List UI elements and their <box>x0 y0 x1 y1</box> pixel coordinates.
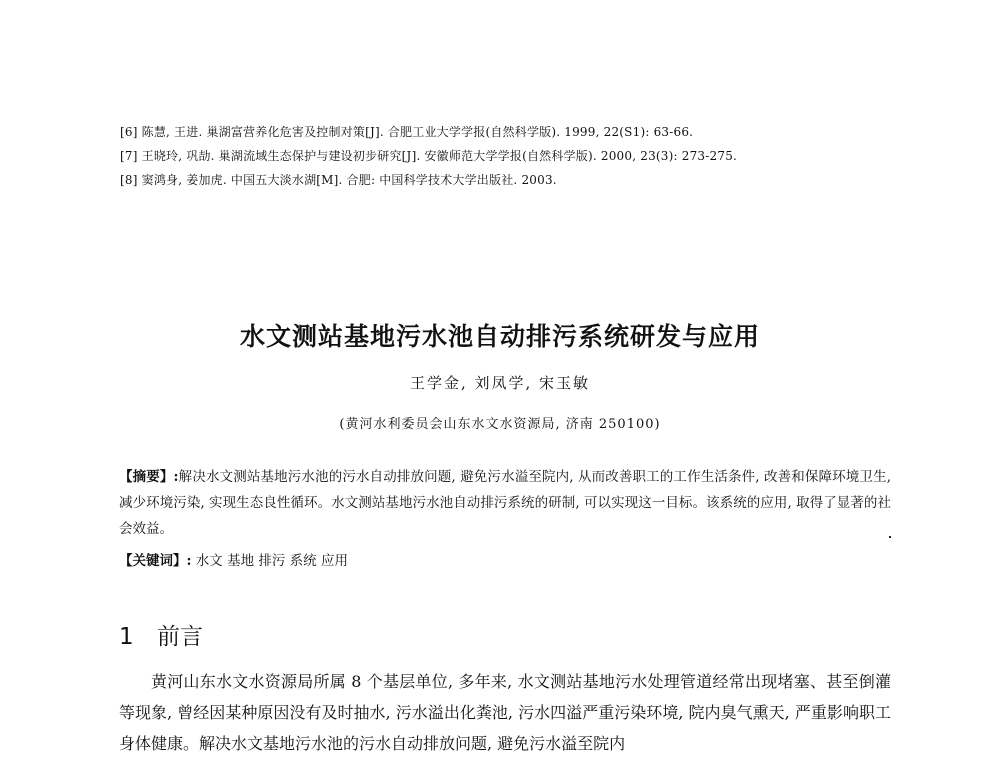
keywords <box>119 548 891 574</box>
reference-item: [7] 王晓玲, 巩劼. 巢湖流域生态保护与建设初步研究[J]. 安徽师范大学学报(自然科学版). 2000, 23(3): 273-275. <box>120 149 738 163</box>
reference-item: [6] 陈慧, 王进. 巢湖富营养化危害及控制对策[J]. 合肥工业大学学报(自然科学版). 1999, 22(S1): 63-66. <box>120 125 694 139</box>
article-affiliation: (黄河水利委员会山东水文水资源局, 济南 250100) <box>339 417 661 432</box>
abstract-text: 解决水文测站基地污水池的污水自动排放问题, 避免污水溢至院内, 从而改善职工的工作生活条件, 改善和保障环境卫生, 减少环境污染, 实现生态良性循环。水文测站基地污水池自动排污系统的研制, 可以实现这一目标。该系统的应用, 取得了显著的社会效益。 <box>119 469 892 537</box>
keywords-label: 【关键词】: <box>119 553 192 569</box>
body-paragraph: 黄河山东水文水资源局所属 8 个基层单位, 多年来, 水文测站基地污水处理管道经常出现堵塞、甚至倒灌等现象, 曾经因某种原因没有及时抽水, 污水溢出化粪池, 污水四溢严重污染环境, 院内臭气熏天, 严重影响职工身体健康。解决水文基地污水池的污水自动排放问题, 避免污水溢至院内 <box>119 672 891 753</box>
stray-mark <box>889 536 891 538</box>
abstract-label: 【摘要】: <box>119 469 179 485</box>
abstract <box>119 464 891 542</box>
keywords-text: 水文 基地 排污 系统 应用 <box>191 553 348 569</box>
article-title: 水文测站基地污水池自动排污系统研发与应用 <box>239 322 760 351</box>
section-title: 前言 <box>157 624 203 650</box>
section-number: 1 <box>119 624 134 650</box>
section-heading <box>119 618 203 651</box>
reference-item: [8] 窦鸿身, 姜加虎. 中国五大淡水湖[M]. 合肥: 中国科学技术大学出版社. 2003. <box>120 173 557 187</box>
reference-list <box>120 120 920 192</box>
article-authors: 王学金, 刘凤学, 宋玉敏 <box>409 374 591 392</box>
